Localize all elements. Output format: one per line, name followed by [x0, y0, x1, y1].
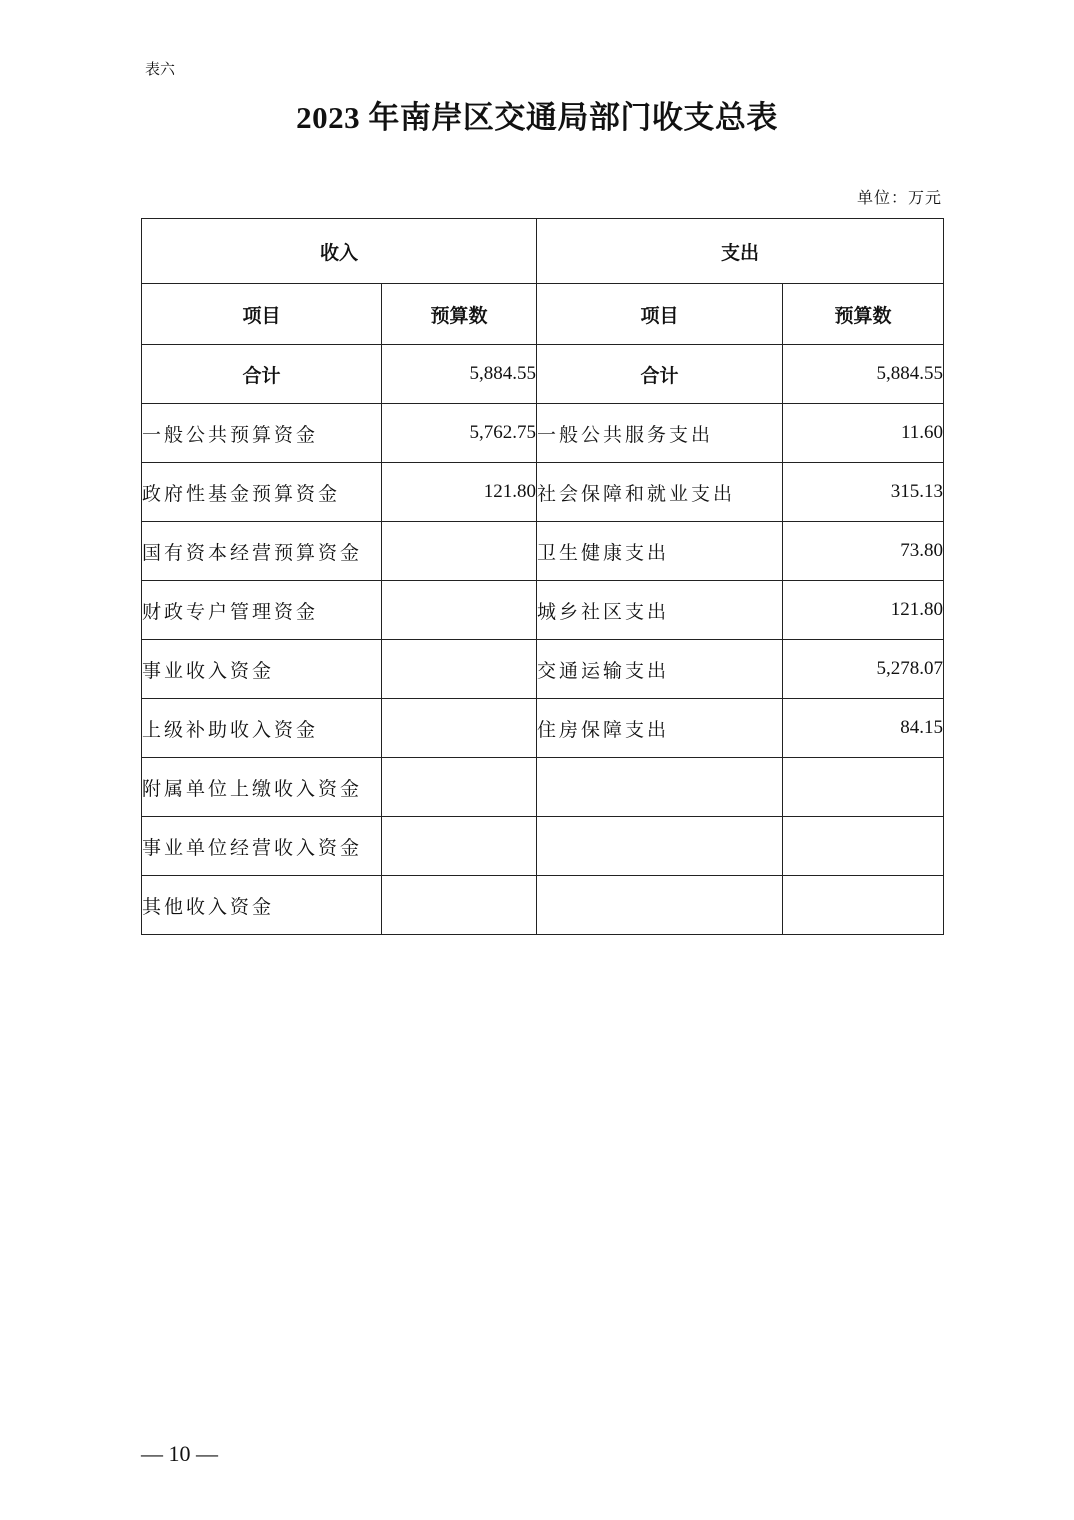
section-header-row	[142, 219, 944, 284]
income-item: 一般公共预算资金	[142, 404, 382, 463]
expense-item: 城乡社区支出	[537, 581, 783, 640]
expense-value: 315.13	[783, 463, 944, 522]
expense-item	[537, 758, 783, 817]
expense-value: 121.80	[783, 581, 944, 640]
page-title: 2023 年南岸区交通局部门收支总表	[296, 100, 778, 135]
column-header-row	[142, 284, 944, 345]
income-item: 国有资本经营预算资金	[142, 522, 382, 581]
total-row	[142, 345, 944, 404]
expense-item: 交通运输支出	[537, 640, 783, 699]
income-value	[382, 640, 537, 699]
expense-value	[783, 876, 944, 935]
income-value	[382, 581, 537, 640]
income-value	[382, 699, 537, 758]
expense-item	[537, 817, 783, 876]
expense-item: 一般公共服务支出	[537, 404, 783, 463]
expense-item	[537, 876, 783, 935]
income-value	[382, 522, 537, 581]
budget-summary-table	[141, 218, 944, 935]
expense-item: 住房保障支出	[537, 699, 783, 758]
table-row	[142, 581, 944, 640]
income-total-value: 5,884.55	[382, 345, 537, 404]
expense-value: 5,278.07	[783, 640, 944, 699]
expense-item-header: 项目	[537, 284, 783, 345]
expense-value	[783, 817, 944, 876]
income-value	[382, 758, 537, 817]
income-item: 政府性基金预算资金	[142, 463, 382, 522]
income-value: 5,762.75	[382, 404, 537, 463]
table-row	[142, 463, 944, 522]
table-row	[142, 640, 944, 699]
income-item-header: 项目	[142, 284, 382, 345]
income-item: 事业单位经营收入资金	[142, 817, 382, 876]
expense-item: 卫生健康支出	[537, 522, 783, 581]
income-total-label: 合计	[142, 345, 382, 404]
expense-value: 73.80	[783, 522, 944, 581]
expense-item: 社会保障和就业支出	[537, 463, 783, 522]
table-row	[142, 522, 944, 581]
expense-value: 84.15	[783, 699, 944, 758]
table-row	[142, 758, 944, 817]
income-budget-header: 预算数	[382, 284, 537, 345]
unit-label: 单位：万元	[856, 188, 942, 207]
expense-value: 11.60	[783, 404, 944, 463]
income-header: 收入	[142, 219, 537, 284]
income-value	[382, 817, 537, 876]
income-item: 其他收入资金	[142, 876, 382, 935]
expense-header: 支出	[537, 219, 944, 284]
income-value: 121.80	[382, 463, 537, 522]
table-row	[142, 699, 944, 758]
income-item: 上级补助收入资金	[142, 699, 382, 758]
income-item: 附属单位上缴收入资金	[142, 758, 382, 817]
income-item: 事业收入资金	[142, 640, 382, 699]
table-row	[142, 876, 944, 935]
expense-total-value: 5,884.55	[783, 345, 944, 404]
expense-total-label: 合计	[537, 345, 783, 404]
table-label: 表六	[145, 60, 176, 78]
expense-value	[783, 758, 944, 817]
income-item: 财政专户管理资金	[142, 581, 382, 640]
table-row	[142, 817, 944, 876]
income-value	[382, 876, 537, 935]
table-row	[142, 404, 944, 463]
page-number: — 10 —	[141, 1441, 218, 1466]
expense-budget-header: 预算数	[783, 284, 944, 345]
